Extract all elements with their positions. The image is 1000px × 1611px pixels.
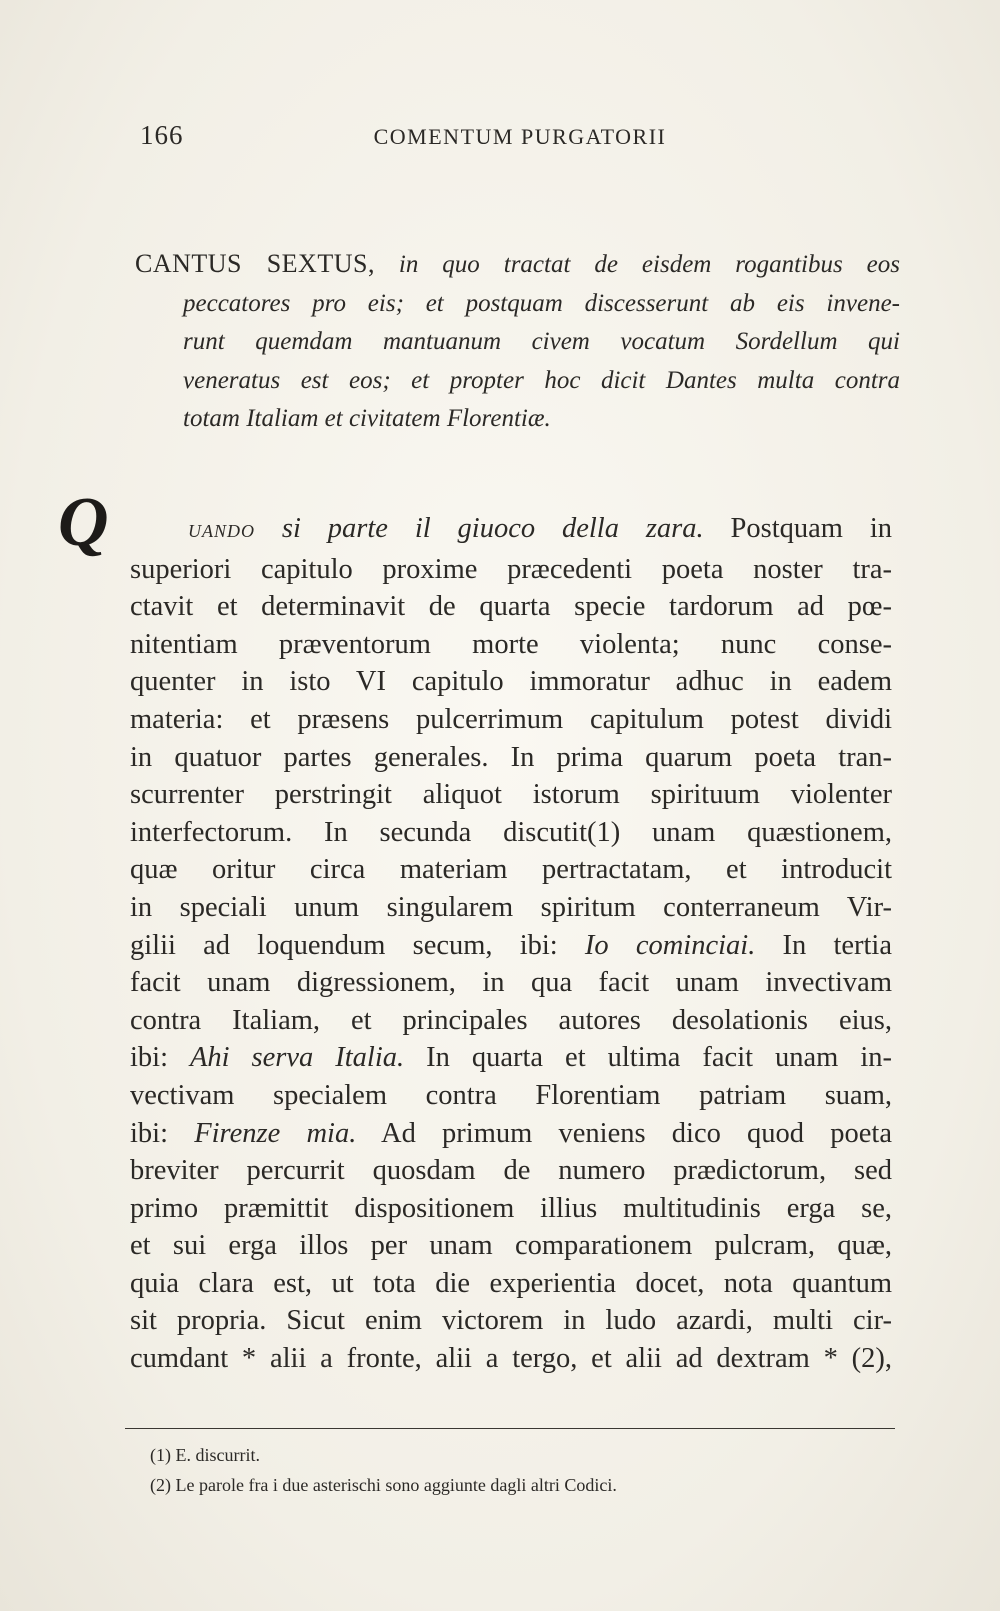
- body-line: breviter percurrit quosdam de numero prædictorum, sed: [130, 1155, 892, 1187]
- body-line: vectivam specialem contra Florentiam patriam suam,: [130, 1079, 892, 1111]
- body-line: primo præmittit dispositionem illius multitudinis erga se,: [130, 1192, 892, 1224]
- body-line: quæ oritur circa materiam pertractatam, et introducit: [130, 854, 892, 886]
- page-number: 166: [140, 120, 184, 150]
- summary-line-2: peccatores pro eis; et postquam discesserunt ab eis invene-: [183, 289, 900, 317]
- incipit-quote: si parte il giuoco della zara.: [281, 513, 704, 544]
- quotation: Io cominciai.: [584, 929, 756, 961]
- body-line: cumdant * alii a fronte, alii a tergo, et alii ad dextram * (2),: [130, 1343, 892, 1375]
- canto-summary: [135, 245, 900, 439]
- quotation: Firenze mia.: [194, 1117, 357, 1149]
- body-line: sit propria. Sicut enim victorem in ludo azardi, multi cir-: [130, 1305, 892, 1337]
- footnote-ref-2: (2),: [851, 1343, 892, 1375]
- commentary-body: [130, 510, 892, 1378]
- body-line: et sui erga illos per unam comparationem pulcram, quæ,: [130, 1230, 892, 1262]
- body-line: nitentiam præventorum morte violenta; nunc conse-: [130, 628, 892, 660]
- footnote-2: (2) Le parole fra i due asterischi sono aggiunte dagli altri Codici.: [150, 1475, 617, 1495]
- body-line: in speciali unum singularem spiritum conterraneum Vir-: [130, 891, 892, 923]
- body-line: in quatuor partes generales. In prima quarum poeta tran-: [130, 741, 892, 773]
- incipit-line: UANDO si parte il giuoco della zara. Postquam in: [188, 513, 893, 544]
- body-line: superiori capitulo proxime præcedenti poeta noster tra-: [130, 553, 892, 585]
- body-line: materia: et præsens pulcerrimum capitulum potest dividi: [130, 703, 892, 735]
- incipit-caps: UANDO: [188, 521, 255, 541]
- footnote-ref-1: (1): [587, 816, 621, 848]
- body-line: ctavit et determinavit de quarta specie tardorum ad pœ-: [130, 591, 892, 623]
- quotation: Ahi serva Italia.: [190, 1042, 405, 1074]
- page-header: [140, 120, 900, 160]
- drop-cap: Q: [58, 484, 109, 561]
- summary-line-3: runt quemdam mantuanum civem vocatum Sordellum qui: [183, 328, 900, 355]
- body-line: contra Italiam, et principales autores desolationis eius,: [130, 1004, 892, 1036]
- body-line: gilii ad loquendum secum, ibi: Io cominciai. In tertia: [130, 929, 892, 961]
- body-line: quia clara est, ut tota die experientia docet, nota quantum: [130, 1267, 892, 1299]
- body-line: ibi: Firenze mia. Ad primum veniens dico quod poeta: [130, 1117, 892, 1149]
- footnotes: [150, 1440, 850, 1500]
- summary-line-4: veneratus est eos; et propter hoc dicit Dantes multa contra: [183, 366, 900, 394]
- body-line: interfectorum. In secunda discutit(1) unam quæstionem,: [130, 816, 892, 848]
- summary-line-5: totam Italiam et civitatem Florentiæ.: [183, 405, 551, 432]
- canto-heading: CANTUS SEXTUS,: [135, 249, 375, 278]
- summary-line-1: CANTUS SEXTUS, in quo tractat de eisdem rogantibus eos: [135, 249, 900, 278]
- body-line: facit unam digressionem, in qua facit unam invectivam: [130, 967, 892, 999]
- footnote-rule: [125, 1428, 895, 1429]
- body-line: ibi: Ahi serva Italia. In quarta et ultima facit unam in-: [130, 1042, 892, 1074]
- body-line: scurrenter perstringit aliquot istorum spirituum violenter: [130, 779, 892, 811]
- footnote-1: (1) E. discurrit.: [150, 1445, 260, 1465]
- running-title: COMENTUM PURGATORII: [373, 124, 667, 149]
- body-line: quenter in isto VI capitulo immoratur adhuc in eadem: [130, 666, 892, 698]
